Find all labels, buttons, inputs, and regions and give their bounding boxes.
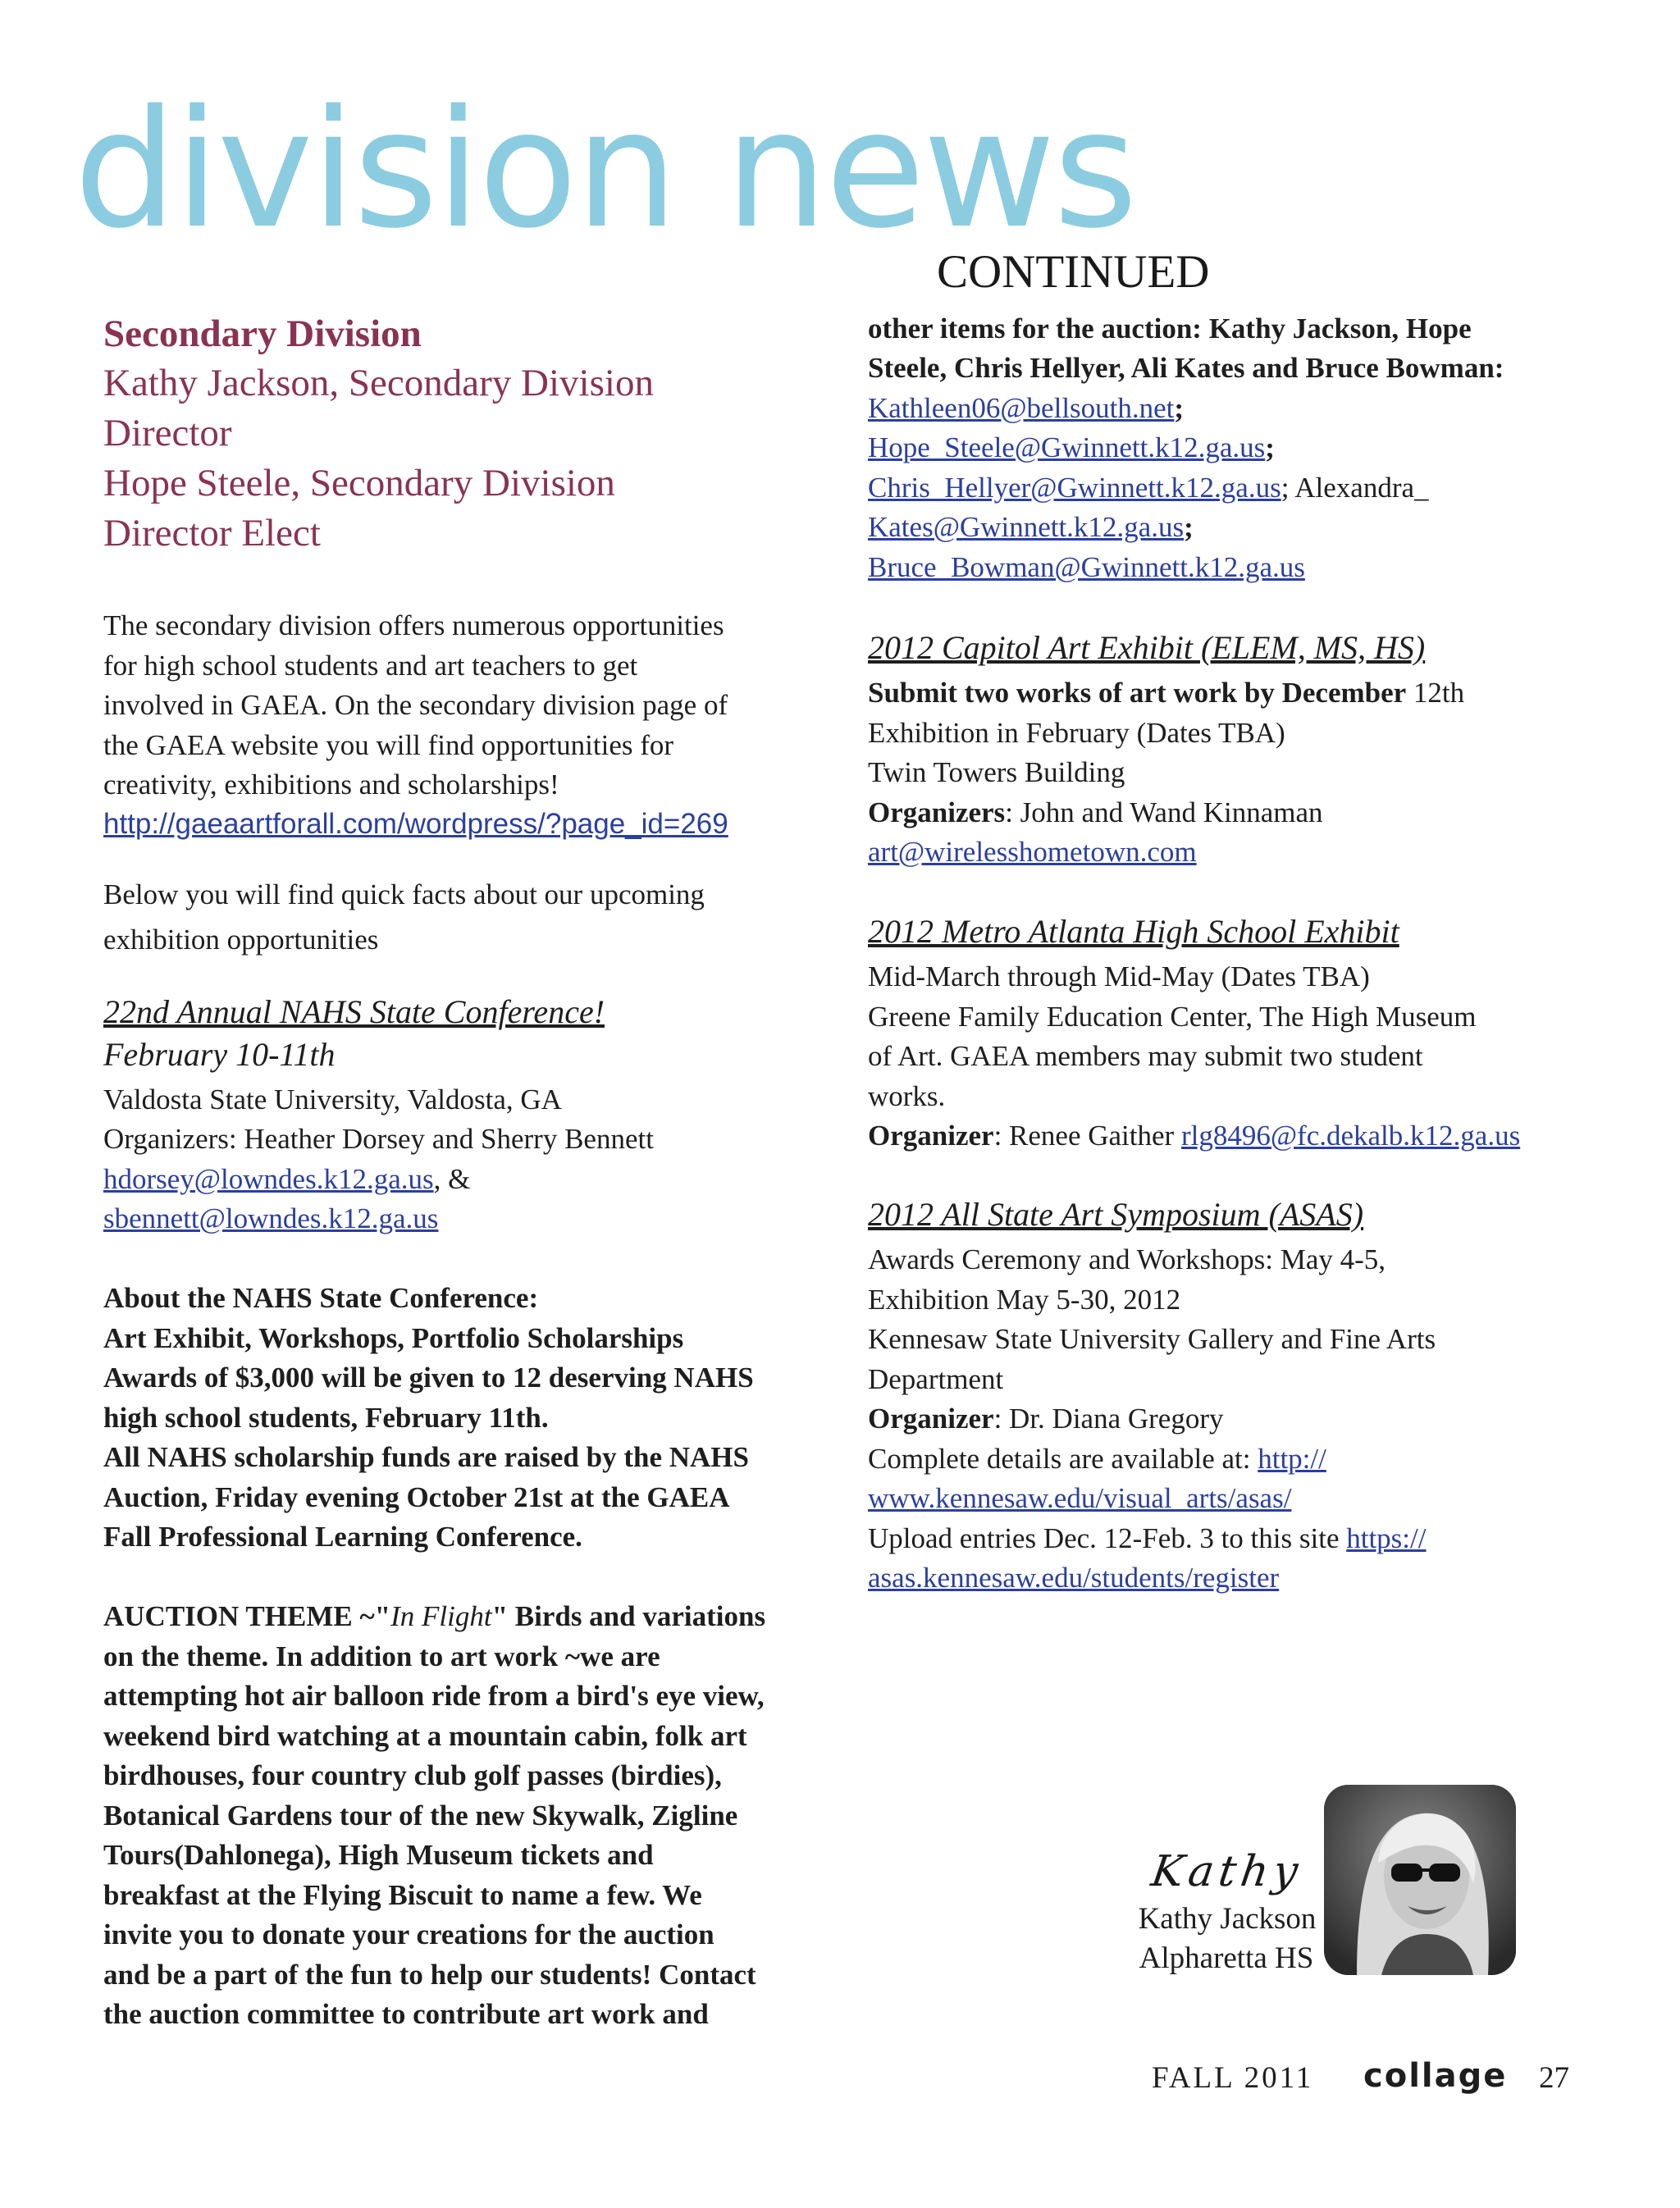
- asas-place: Department: [868, 1363, 1004, 1395]
- about-text: Auction, Friday evening October 21st at the GAEA: [103, 1481, 730, 1513]
- auction-text: and be a part of the fun to help our students! Contact: [103, 1959, 756, 1991]
- email-line: Kates@Gwinnett.k12.ga.us;: [868, 511, 1194, 543]
- about-text: All NAHS scholarship funds are raised by the NAHS: [103, 1441, 749, 1473]
- continued-text: other items for the auction: Kathy Jackson, Hope: [868, 312, 1472, 344]
- capitol-building: Twin Towers Building: [868, 756, 1125, 788]
- auction-text: Tours(Dahlonega), High Museum tickets and: [103, 1839, 654, 1871]
- conference-heading: 22nd Annual NAHS State Conference!: [103, 993, 605, 1030]
- intro-text: creativity, exhibitions and scholarships!: [103, 769, 559, 801]
- asas-organizer: Organizer: Dr. Diana Gregory: [868, 1403, 1224, 1435]
- capitol-submit: Submit two works of art work by December 12th: [868, 677, 1465, 709]
- director-line: Kathy Jackson, Secondary Division: [103, 362, 654, 404]
- about-text: high school students, February 11th.: [103, 1402, 549, 1434]
- email-link[interactable]: Chris_Hellyer@Gwinnett.k12.ga.us: [868, 472, 1281, 504]
- footer-magazine: collage: [1363, 2057, 1508, 2095]
- footer-issue: FALL 2011: [1152, 2061, 1314, 2095]
- intro-text: The secondary division offers numerous opportunities: [103, 609, 724, 641]
- auction-theme: In Flight: [390, 1600, 492, 1632]
- email-line: [868, 547, 1305, 587]
- auction-text: attempting hot air balloon ride from a bird's eye view,: [103, 1680, 765, 1712]
- email-line: Kathleen06@bellsouth.net;: [868, 392, 1185, 424]
- page-number: 27: [1539, 2061, 1569, 2095]
- about-text: Art Exhibit, Workshops, Portfolio Scholarships: [103, 1322, 684, 1354]
- conference-place: Valdosta State University, Valdosta, GA: [103, 1083, 562, 1115]
- section-title: Secondary Division: [103, 312, 422, 355]
- conference-organizers: Organizers: Heather Dorsey and Sherry Bennett: [103, 1123, 654, 1155]
- conference-email-line: [103, 1159, 470, 1199]
- director-line: Hope Steele, Secondary Division: [103, 462, 615, 504]
- email-link[interactable]: rlg8496@fc.dekalb.k12.ga.us: [1180, 1120, 1521, 1152]
- auction-text: Botanical Gardens tour of the new Skywalk, Zigline: [103, 1800, 738, 1832]
- about-text: Fall Professional Learning Conference.: [103, 1521, 582, 1553]
- author-photo: [1324, 1785, 1516, 1975]
- intro-text: the GAEA website you will find opportunities for: [103, 729, 674, 761]
- auction-text: on the theme. In addition to art work ~we are: [103, 1640, 660, 1672]
- capitol-heading: 2012 Capitol Art Exhibit (ELEM, MS, HS): [868, 629, 1426, 666]
- metro-organizer: Organizer: Renee Gaither rlg8496@fc.dekalb.k12.ga.us: [868, 1120, 1521, 1152]
- auction-text: the auction committee to contribute art work and: [103, 1998, 709, 2030]
- asas-awards: Awards Ceremony and Workshops: May 4-5,: [868, 1243, 1386, 1275]
- continued-label: CONTINUED: [937, 246, 1210, 298]
- asas-link[interactable]: http://: [1258, 1443, 1326, 1475]
- email-link[interactable]: sbennett@lowndes.k12.ga.us: [103, 1202, 439, 1234]
- metro-heading: 2012 Metro Atlanta High School Exhibit: [868, 913, 1399, 950]
- below-text: Below you will find quick facts about our upcoming: [103, 878, 705, 910]
- asas-upload: Upload entries Dec. 12-Feb. 3 to this site https://: [868, 1522, 1427, 1554]
- director-line: Director Elect: [103, 512, 321, 554]
- email-link[interactable]: Kathleen06@bellsouth.net: [868, 392, 1175, 424]
- signature-script: Kathy: [1148, 1847, 1306, 1896]
- page-title: division news: [74, 75, 1136, 264]
- asas-place: Kennesaw State University Gallery and Fine Arts: [868, 1323, 1436, 1355]
- continued-text: Steele, Chris Hellyer, Ali Kates and Bruce Bowman:: [868, 352, 1504, 384]
- director-line: Director: [103, 412, 232, 454]
- about-text: Awards of $3,000 will be given to 12 deserving NAHS: [103, 1362, 754, 1394]
- about-text: About the NAHS State Conference:: [103, 1282, 539, 1314]
- asas-exhibition: Exhibition May 5-30, 2012: [868, 1284, 1181, 1316]
- conference-dates: February 10-11th: [103, 1036, 336, 1073]
- metro-place: Greene Family Education Center, The High Museum: [868, 1001, 1477, 1033]
- register-link[interactable]: https://: [1346, 1522, 1427, 1554]
- email-link[interactable]: Bruce_Bowman@Gwinnett.k12.ga.us: [868, 551, 1305, 583]
- asas-details: Complete details are available at: http://: [868, 1443, 1326, 1475]
- metro-place: of Art. GAEA members may submit two student: [868, 1040, 1423, 1072]
- email-line: [868, 832, 1197, 872]
- asas-link[interactable]: www.kennesaw.edu/visual_arts/asas/: [868, 1482, 1292, 1514]
- email-line: Hope_Steele@Gwinnett.k12.ga.us;: [868, 431, 1275, 463]
- email-line: Chris_Hellyer@Gwinnett.k12.ga.us; Alexandra_: [868, 472, 1429, 504]
- conference-email-line: [103, 1198, 438, 1239]
- email-link[interactable]: hdorsey@lowndes.k12.ga.us: [103, 1163, 434, 1195]
- asas-link-line: [868, 1478, 1291, 1518]
- email-link[interactable]: Hope_Steele@Gwinnett.k12.ga.us: [868, 431, 1266, 463]
- auction-text: weekend bird watching at a mountain cabin, folk art: [103, 1720, 747, 1752]
- capitol-organizers: Organizers: John and Wand Kinnaman: [868, 796, 1323, 828]
- email-link[interactable]: Kates@Gwinnett.k12.ga.us: [868, 511, 1185, 543]
- capitol-exhibition: Exhibition in February (Dates TBA): [868, 717, 1285, 749]
- portrait-image: [1324, 1785, 1516, 1975]
- metro-dates: Mid-March through Mid-May (Dates TBA): [868, 960, 1370, 992]
- auction-text: breakfast at the Flying Biscuit to name a few. We: [103, 1879, 702, 1911]
- auction-text: birdhouses, four country club golf passes (birdies),: [103, 1759, 722, 1791]
- asas-heading: 2012 All State Art Symposium (ASAS): [868, 1196, 1364, 1233]
- signature-school: Alpharetta HS: [1139, 1941, 1314, 1975]
- intro-text: for high school students and art teachers to get: [103, 650, 638, 682]
- separator: , &: [433, 1163, 471, 1195]
- below-text: exhibition opportunities: [103, 924, 379, 956]
- auction-theme-line: AUCTION THEME ~"In Flight" Birds and variations: [103, 1600, 766, 1632]
- auction-text: invite you to donate your creations for the auction: [103, 1918, 714, 1950]
- register-link[interactable]: asas.kennesaw.edu/students/register: [868, 1562, 1280, 1594]
- register-link-line: [868, 1558, 1279, 1598]
- email-link[interactable]: art@wirelesshometown.com: [868, 836, 1197, 868]
- signature-name: Kathy Jackson: [1138, 1902, 1317, 1936]
- secondary-division-link[interactable]: http://gaeaartforall.com/wordpress/?page_id=269: [103, 808, 728, 840]
- intro-text: involved in GAEA. On the secondary division page of: [103, 689, 728, 721]
- metro-place: works.: [868, 1080, 946, 1112]
